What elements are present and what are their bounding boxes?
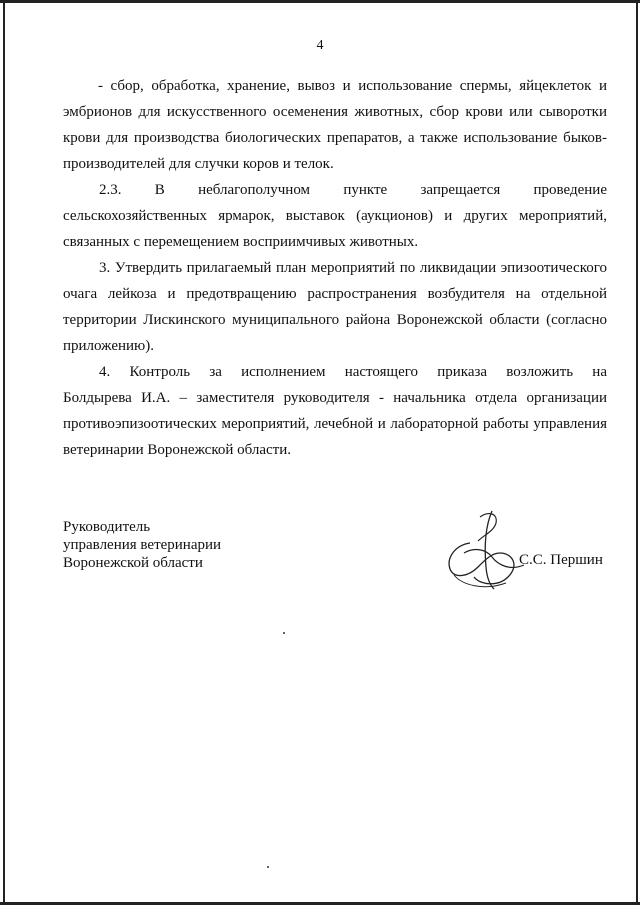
scan-speck — [267, 866, 269, 868]
body-line: 4. Контроль за исполнением настоящего приказа возложить на — [99, 364, 607, 380]
body-line: приложению). — [63, 338, 154, 354]
body-line: эмбрионов для искусственного осеменения животных, сбор крови или сыворотки — [63, 104, 607, 120]
scan-border-left — [3, 0, 5, 905]
signatory-title — [63, 518, 221, 572]
body-line: связанных с перемещением восприимчивых животных. — [63, 234, 419, 250]
scan-border-right — [636, 0, 638, 905]
signatory-title-line: Воронежской области — [63, 555, 203, 571]
body-line: производителей для случки коров и телок. — [63, 156, 334, 172]
handwritten-signature — [440, 505, 550, 595]
signer-name: С.С. Першин — [519, 552, 603, 568]
body-line: сельскохозяйственных ярмарок, выставок (аукционов) и других мероприятий, — [63, 208, 607, 224]
body-line: 2.3. В неблагополучном пункте запрещается проведение — [99, 182, 607, 198]
page-number: 4 — [316, 38, 324, 53]
signatory-title-line: управления ветеринарии — [63, 537, 222, 553]
scan-speck — [283, 632, 285, 634]
body-line: территории Лискинского муниципального района Воронежской области (согласно — [63, 312, 607, 328]
body-line: 3. Утвердить прилагаемый план мероприятий по ликвидации эпизоотического — [99, 260, 607, 276]
body-line: противоэпизоотических мероприятий, лечебной и лабораторной работы управления — [63, 416, 607, 432]
body-line: Болдырева И.А. – заместителя руководителя - начальника отдела организации — [63, 390, 607, 406]
body-line: ветеринарии Воронежской области. — [63, 442, 292, 458]
body-line: очага лейкоза и предотвращению распространения возбудителя на отдельной — [63, 286, 607, 302]
scan-border-top — [0, 0, 640, 3]
signatory-title-line: Руководитель — [63, 519, 151, 535]
body-line: крови для производства биологических препаратов, а также использование быков- — [63, 130, 607, 146]
body-line: - сбор, обработка, хранение, вывоз и использование спермы, яйцеклеток и — [98, 78, 607, 94]
